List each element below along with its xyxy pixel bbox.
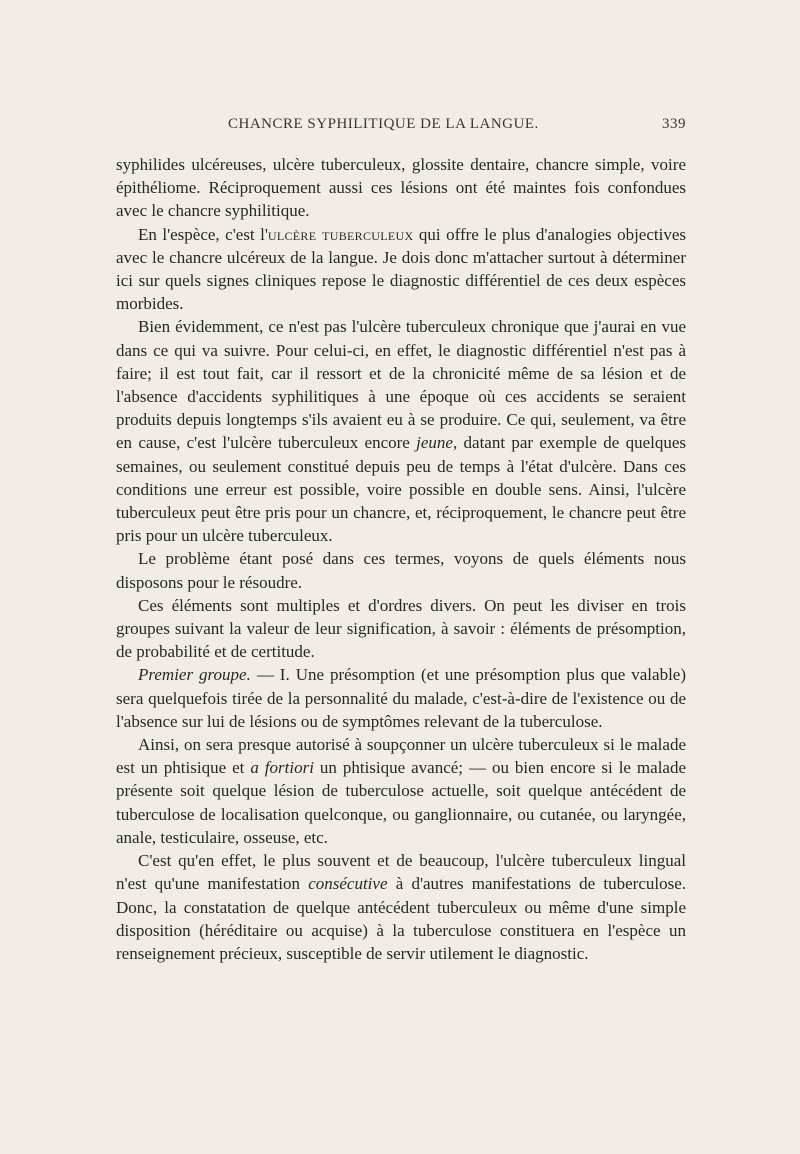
italic-term: consécutive	[308, 874, 388, 894]
italic-term: a fortiori	[250, 758, 314, 778]
paragraph: En l'espèce, c'est l'ulcère tuberculeux qui offre le plus d'analogies objectives avec le chancre ulcéreux de la langue. Je dois donc m'attacher surtout à déterminer ici sur quels signes cliniques repose le diagnostic différentiel de ces deux espèces morbides.	[116, 224, 686, 314]
italic-term: Premier groupe.	[138, 665, 251, 685]
running-title: CHANCRE SYPHILITIQUE DE LA LANGUE.	[228, 116, 539, 132]
page-number: 339	[662, 116, 686, 132]
paragraph: Premier groupe. — I. Une présomption (et une présomption plus que valable) sera quelquefois tirée de la personnalité du malade, c'est-à-dire de l'existence ou de l'absence sur lui de lésions ou de symptômes relevant de la tuberculose.	[116, 665, 686, 731]
paragraph: Ainsi, on sera presque autorisé à soupçonner un ulcère tuberculeux si le malade est un phtisique et a fortiori un phtisique avancé; — ou bien encore si le malade présente soit quelque lésion de tuberculose actuelle, soit quelque antécédent de tuberculose de localisation quelconque, ou ganglionnaire, ou cutanée, ou laryngée, anale, testiculaire, osseuse, etc.	[116, 735, 687, 847]
paragraph: Le problème étant posé dans ces termes, voyons de quels éléments nous disposons pour le résoudre.	[116, 549, 686, 592]
small-caps-term: ulcère tuberculeux	[267, 224, 414, 244]
paragraph: Ces éléments sont multiples et d'ordres divers. On peut les diviser en trois groupes suivant la valeur de leur signification, à savoir : éléments de présomption, de probabilité et de certitude.	[116, 595, 686, 662]
italic-term: jeune	[416, 433, 453, 453]
paragraph: syphilides ulcéreuses, ulcère tuberculeux, glossite dentaire, chancre simple, voire épithéliome. Réciproquement aussi ces lésions ont été maintes fois confondues avec le chancre syphilitique.	[116, 155, 686, 221]
paragraph: Bien évidemment, ce n'est pas l'ulcère tuberculeux chronique que j'aurai en vue dans ce qui va suivre. Pour celui-ci, en effet, le diagnostic différentiel n'est pas à faire; il est tout fait, car il ressort et de la chronicité même de sa lésion et de l'absence d'accidents syphilitiques à une époque où ces accidents se seraient produits depuis longtemps s'ils avaient eu à se produire. Ce qui, seulement, va être en cause, c'est l'ulcère tuberculeux encore jeune, datant par exemple de quelques semaines, ou seulement constitué depuis peu de temps à l'état d'ulcère. Dans ces conditions une erreur est possible, voire possible en double sens. Ainsi, l'ulcère tuberculeux peut être pris pour un chancre, et, réciproquement, le chancre peut être pris pour un ulcère tuberculeux.	[116, 317, 686, 546]
paragraph: C'est qu'en effet, le plus souvent et de beaucoup, l'ulcère tuberculeux lingual n'est qu'une manifestation consécutive à d'autres manifestations de tuberculose. Donc, la constatation de quelque antécédent tuberculeux ou même d'une simple disposition (héréditaire ou acquise) à la tuberculose constituera en l'espèce un renseignement précieux, susceptible de servir utilement le diagnostic.	[116, 851, 687, 963]
body-text	[116, 153, 686, 965]
